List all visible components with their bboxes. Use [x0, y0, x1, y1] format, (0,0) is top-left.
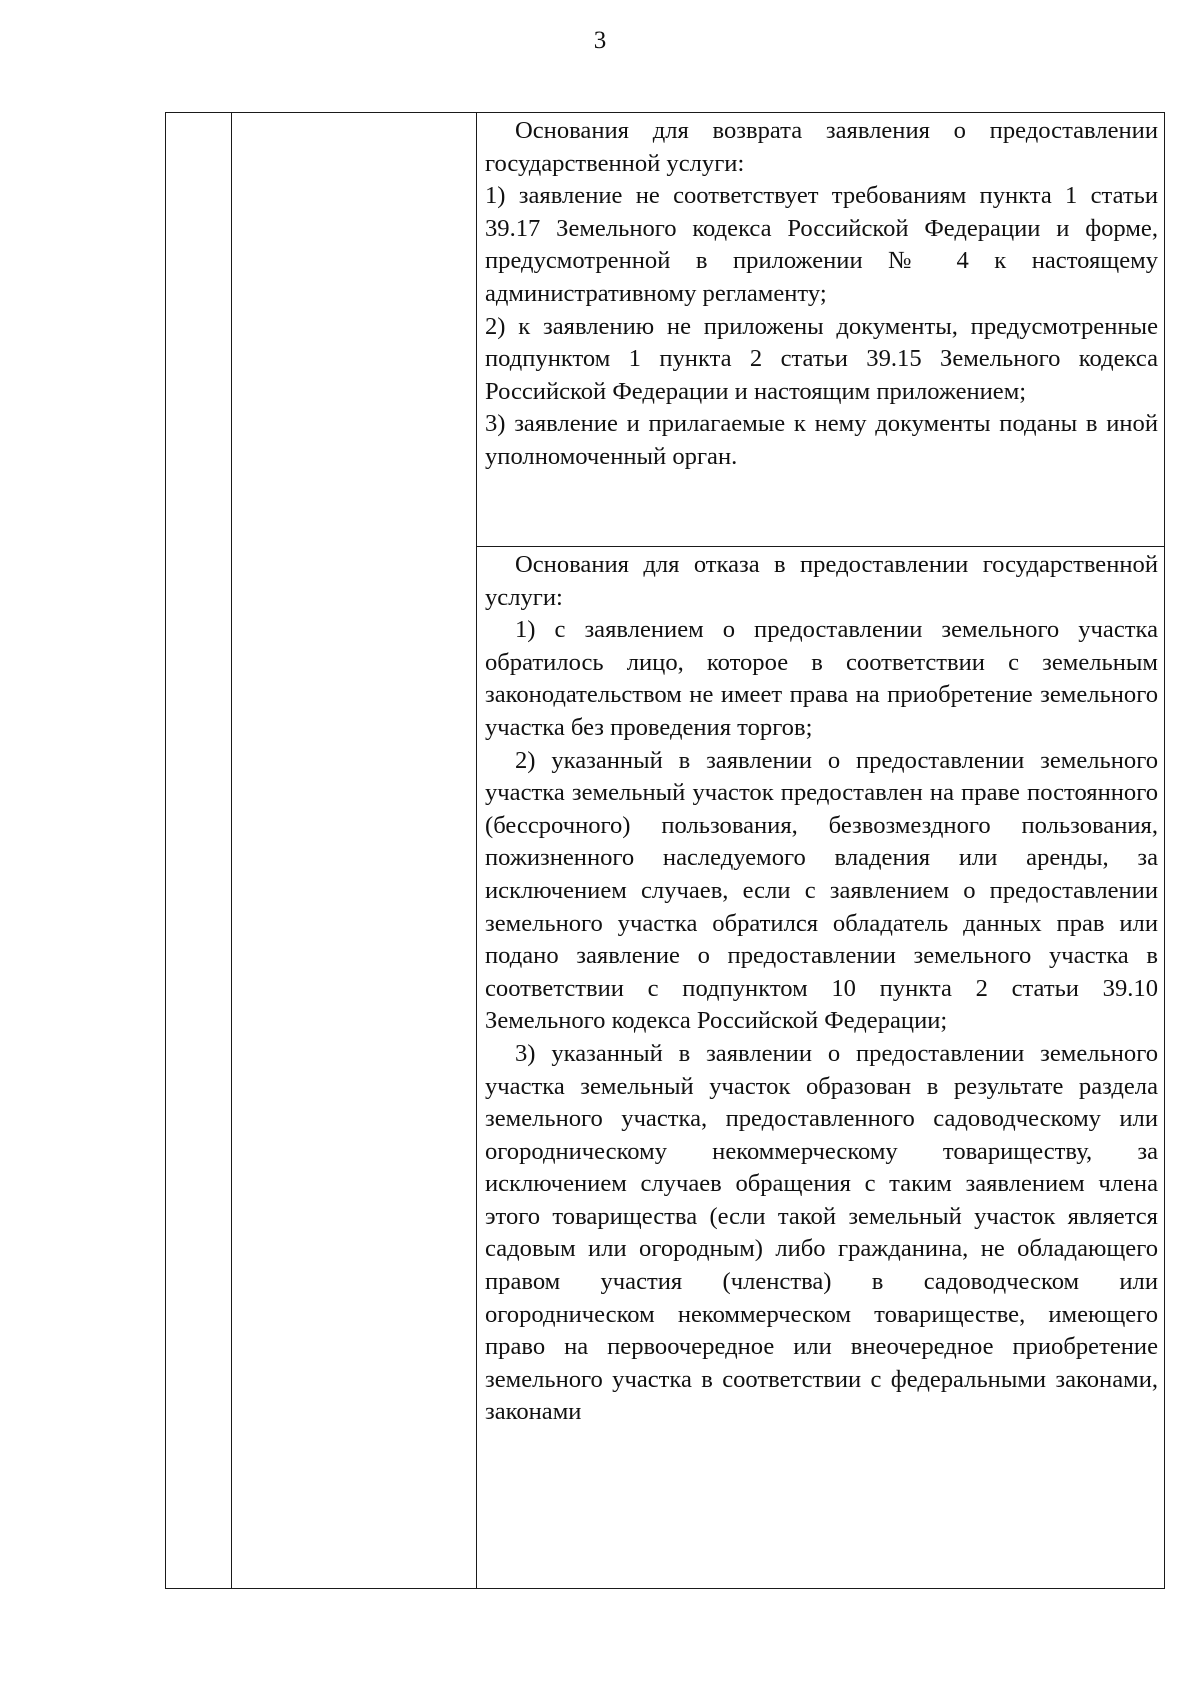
table-row-return-grounds	[166, 113, 1165, 547]
return-ground-item-1: 1) заявление не соответствует требованиям пункта 1 статьи 39.17 Земельного кодекса Российской Федерации и форме, предусмотренной в приложении № 4 к настоящему административному регламенту;	[485, 182, 1158, 307]
table-cell-refusal-grounds	[477, 547, 1165, 1589]
return-ground-item-2: 2) к заявлению не приложены документы, предусмотренные подпунктом 1 пункта 2 статьи 39.15 Земельного кодекса Российской Федерации и настоящим приложением;	[485, 312, 1158, 405]
table-cell-service-name	[232, 113, 477, 1589]
return-grounds-heading: Основания для возврата заявления о предоставлении государственной услуги:	[485, 117, 1158, 177]
return-ground-item-3: 3) заявление и прилагаемые к нему документы поданы в иной уполномоченный орган.	[485, 410, 1158, 470]
table-cell-return-grounds	[477, 113, 1165, 547]
document-table	[165, 112, 1165, 1589]
refusal-ground-item-3: 3) указанный в заявлении о предоставлении земельного участка земельный участок образован в результате раздела земельного участка, предоставленного садоводческому или огородническому некоммерческому товариществу, за исключением случаев обращения с таким заявлением члена этого товарищества (если такой земельный участок является садовым или огородным) либо гражданина, не обладающего правом участия (членства) в садоводческом или огородническом некоммерческом товариществе, имеющего право на первоочередное или внеочередное приобретение земельного участка в соответствии с федеральными законами, законами	[485, 1039, 1158, 1426]
page-number: 3	[593, 27, 607, 54]
refusal-ground-item-2: 2) указанный в заявлении о предоставлении земельного участка земельный участок предоставлен на праве постоянного (бессрочного) пользования, безвозмездного пользования, пожизненного наследуемого владения или аренды, за исключением случаев, если с заявлением о предоставлении земельного участка обратился обладатель данных прав или подано заявление о предоставлении земельного участка в соответствии с подпунктом 10 пункта 2 статьи 39.10 Земельного кодекса Российской Федерации;	[485, 746, 1158, 1035]
table-cell-number	[166, 113, 232, 1589]
refusal-grounds-heading: Основания для отказа в предоставлении государственной услуги:	[485, 551, 1158, 611]
refusal-ground-item-1: 1) с заявлением о предоставлении земельного участка обратилось лицо, которое в соответствии с земельным законодательством не имеет права на приобретение земельного участка без проведения торгов;	[485, 616, 1158, 741]
